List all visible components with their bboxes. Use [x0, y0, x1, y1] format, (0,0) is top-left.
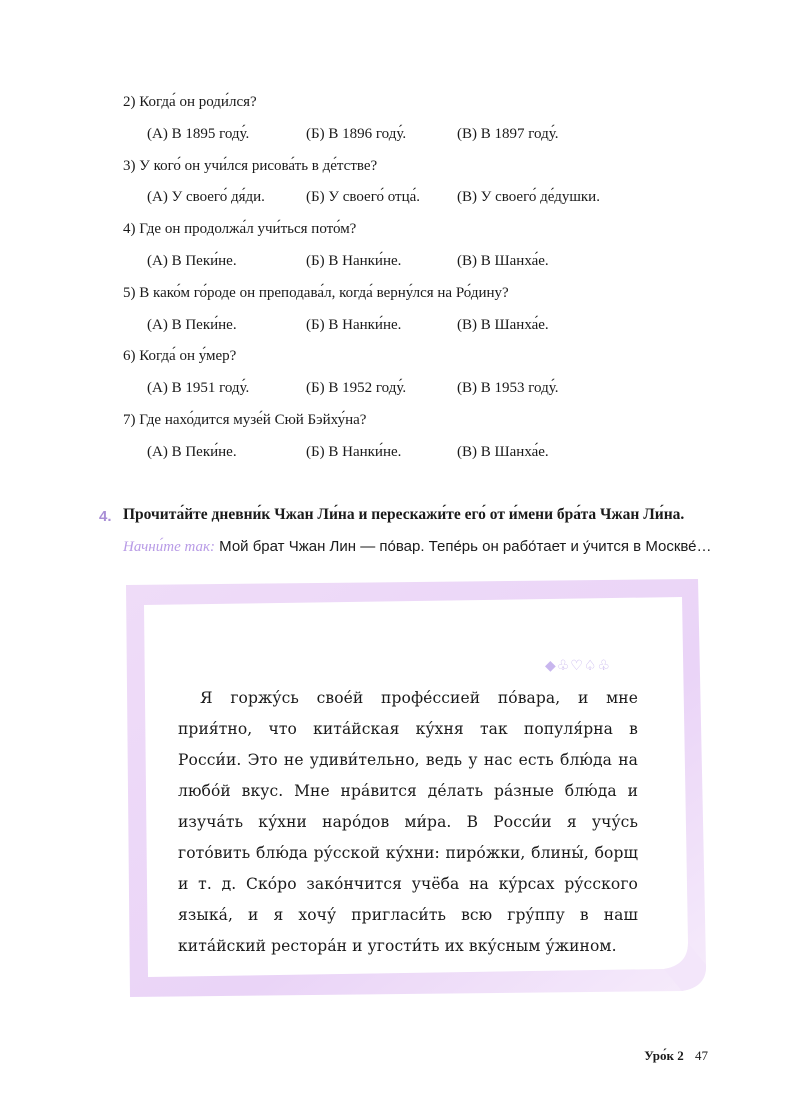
- option-a: (А) В Пеки́не.: [147, 253, 237, 269]
- diary-line: ру́сской ку́хни: пиро́жки, блины́, борщ и т. д. Ско́ро зако́нчится: [178, 844, 638, 893]
- diary-line: кита́йская ку́хня так популя́рна в Росси́и. Это не удиви́тельно, ведь: [178, 720, 638, 769]
- diary-line: учёба на ку́рсах ру́сского языка́, и я хочу́ пригласи́ть всю гру́ппу в: [178, 875, 638, 924]
- question-text: 3) У кого́ он учи́лся рисова́ть в де́тстве?: [123, 158, 378, 174]
- question-text: 5) В како́м го́роде он преподава́л, когда́ верну́лся на Ро́дину?: [123, 285, 509, 301]
- diary-line: и изуча́ть ку́хни наро́дов ми́ра. В Росси́и я учу́сь гото́вить блю́да: [178, 782, 639, 862]
- option-b: (Б) В Нанки́не.: [306, 444, 402, 460]
- diary-line: у нас есть блю́да на любо́й вкус. Мне нра́вится де́лать ра́зные блю́да: [178, 751, 638, 800]
- question-text: 7) Где нахо́дится музе́й Сюй Бэйху́на?: [123, 412, 367, 428]
- task-start-line: [123, 538, 712, 556]
- question-text: 6) Когда́ он у́мер?: [123, 348, 237, 364]
- option-c: (В) В 1897 году́.: [457, 126, 559, 142]
- task-title: Прочита́йте дневни́к Чжан Ли́на и перескажи́те его́ от и́мени бра́та Чжан Ли́на.: [123, 506, 685, 523]
- option-b: (Б) В Нанки́не.: [306, 253, 402, 269]
- diary-line: Я горжу́сь свое́й профе́ссией по́вара, и мне прия́тно, что: [178, 689, 638, 738]
- option-a: (А) В 1951 году́.: [147, 380, 250, 396]
- option-c: (В) У своего́ де́душки.: [457, 189, 600, 205]
- diary-text: [178, 683, 638, 962]
- task-number: 4.: [99, 508, 112, 525]
- option-a: (А) В Пеки́не.: [147, 317, 237, 333]
- option-c: (В) В Шанха́е.: [457, 317, 549, 333]
- option-b: (Б) В Нанки́не.: [306, 317, 402, 333]
- question-text: 2) Когда́ он роди́лся?: [123, 94, 257, 110]
- option-b: (Б) В 1896 году́.: [306, 126, 407, 142]
- page-footer: [644, 1048, 708, 1064]
- page-number: 47: [695, 1048, 708, 1063]
- option-b: (Б) В 1952 году́.: [306, 380, 407, 396]
- question-text: 4) Где он продолжа́л учи́ться пото́м?: [123, 221, 357, 237]
- option-a: (А) В Пеки́не.: [147, 444, 237, 460]
- option-c: (В) В Шанха́е.: [457, 253, 549, 269]
- start-label: Начни́те так:: [123, 539, 215, 555]
- ornament-icon: ◆♧♡♤♧: [545, 658, 611, 674]
- option-a: (А) В 1895 году́.: [147, 126, 250, 142]
- option-b: (Б) У своего́ отца́.: [306, 189, 421, 205]
- lesson-label: Уро́к 2: [644, 1048, 684, 1063]
- diary-line: наш кита́йский рестора́н и угости́ть их вку́сным у́жином.: [178, 906, 638, 955]
- option-a: (А) У своего́ дя́ди.: [147, 189, 265, 205]
- diary-paragraph: [178, 683, 638, 962]
- start-text: Мой брат Чжан Лин — по́вар. Тепе́рь он рабо́тает и у́чится в Москве́…: [215, 538, 712, 555]
- option-c: (В) В Шанха́е.: [457, 444, 549, 460]
- option-c: (В) В 1953 году́.: [457, 380, 559, 396]
